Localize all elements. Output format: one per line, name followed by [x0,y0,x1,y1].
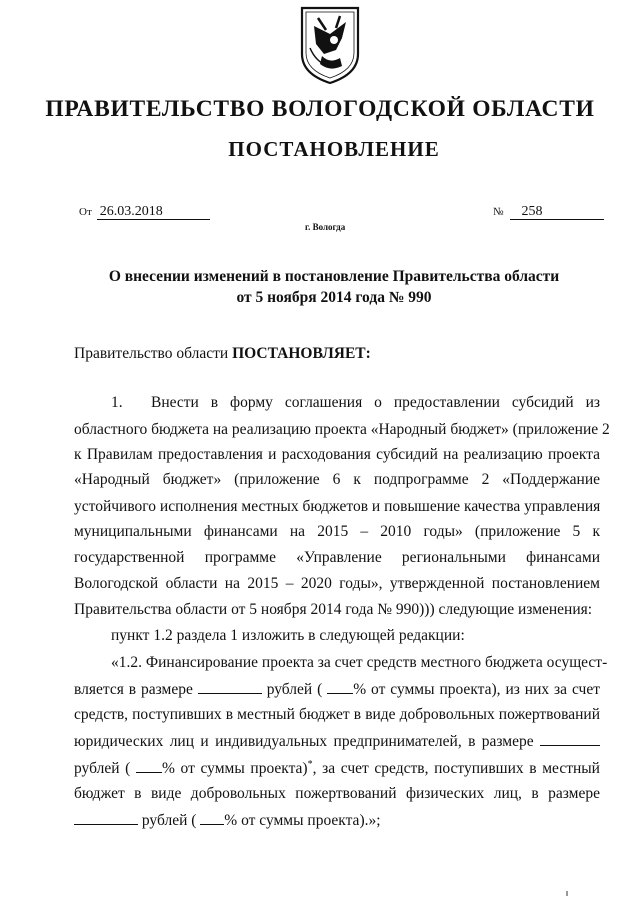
subject-line: от 5 ноября 2014 года № 990 [236,289,432,306]
preamble-text: Правительство области [74,345,229,362]
document-number: 258 [510,204,604,220]
clause-text: рублей ( [266,681,323,698]
item-number: 1. [111,394,123,411]
clause-text: % от суммы проекта).»; [224,812,381,829]
number-line [493,204,604,220]
clause-text: , за счет средств, поступивших в местный [312,760,600,777]
blank-field [327,679,353,694]
city: г. Вологда [305,222,346,232]
blank-field [200,810,224,825]
clause-line: бюджет в виде добровольных пожертвований физических лиц, в размере [74,785,600,802]
clause-text: вляется в размере [74,681,193,698]
clause-line [74,810,600,831]
vologda-oblast-coat-of-arms-icon [296,4,364,86]
clause-line: средств, поступивших в местный бюджет в виде добровольных пожертвований [74,706,600,723]
date-line [79,204,210,220]
footnote-mark: * [307,758,313,770]
item-1-line: устойчивого исполнения местных бюджетов и повышение качества управления [74,498,601,515]
page-mark [566,891,568,896]
date-label: От [79,206,92,218]
item-1-line: Правительства области от 5 ноября 2014 года № 990))) следующие изменения: [74,601,593,618]
item-1-line [111,393,600,413]
item-1-line: к Правилам предоставления и расходования субсидий на реализацию проекта [74,446,600,463]
blank-field [136,758,162,773]
item-1-line: Вологодской области на 2015 – 2020 годы», утвержденной постановлением [74,575,600,592]
clause-line [74,679,600,700]
document-subject [0,266,640,308]
preamble-resolve: ПОСТАНОВЛЯЕТ: [232,345,371,362]
clause-text: % от суммы проекта), из них за счет [353,681,600,698]
preamble [74,345,371,363]
number-label: № [493,206,504,218]
blank-field [198,679,262,694]
clause-text: юридических лиц и индивидуальных предпринимателей, в размере [74,733,534,750]
government-title: ПРАВИТЕЛЬСТВО ВОЛОГОДСКОЙ ОБЛАСТИ [45,96,595,122]
item-1-line: «Народный бюджет» (приложение 6 к подпрограмме 2 «Поддержание [74,471,600,488]
document-type: ПОСТАНОВЛЕНИЕ [228,137,440,161]
item-text: Внести в форму соглашения о предоставлении субсидий из [151,394,600,411]
clause-line [74,758,600,779]
clause-text: рублей ( [141,812,197,829]
item-1-line: государственной программе «Управление региональными финансами [74,549,600,566]
document-date: 26.03.2018 [97,204,210,220]
item-1-line: муниципальными финансами на 2015 – 2010 годы» (приложение 5 к [74,523,600,540]
clause-intro: пункт 1.2 раздела 1 изложить в следующей редакции: [111,627,465,644]
clause-line: «1.2. Финансирование проекта за счет средств местного бюджета осущест- [111,654,608,671]
subject-line: О внесении изменений в постановление Правительства области [108,268,560,285]
blank-field [540,731,600,746]
blank-field [74,810,138,825]
clause-text: % от суммы проекта) [161,760,308,777]
clause-text: рублей ( [74,760,131,777]
clause-line [74,731,600,752]
item-1-line: областного бюджета на реализацию проекта «Народный бюджет» (приложение 2 [74,421,610,438]
